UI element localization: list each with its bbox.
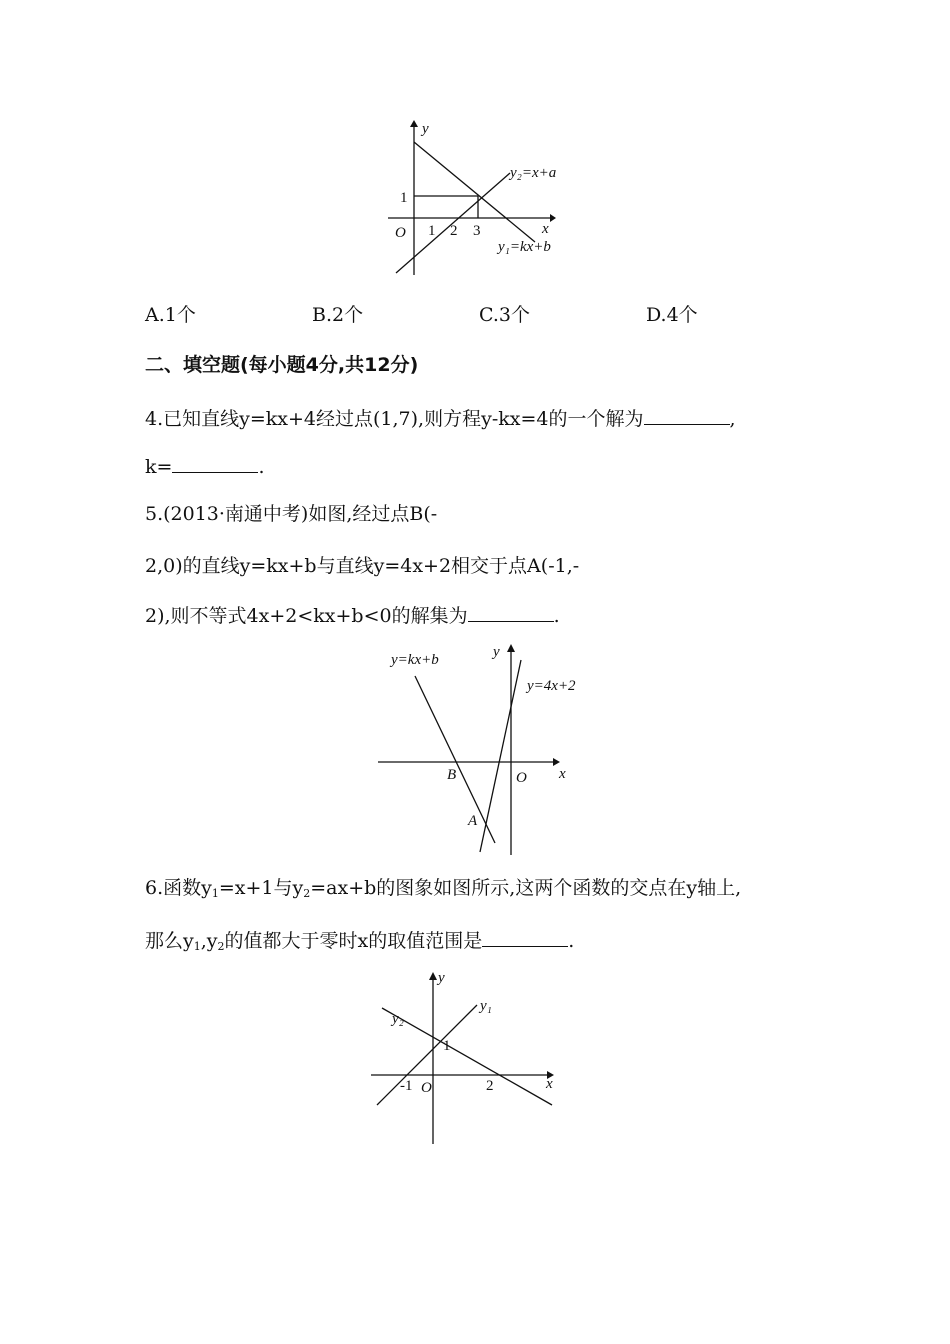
fig2-label-4x: y=4x+2 [527,678,576,694]
fig3-origin: O [421,1080,432,1096]
q6-line2-part-a: 那么y [145,930,194,952]
fig2-y-arrow [507,644,515,652]
section-title: 二、填空题(每小题4分,共12分) [145,354,419,376]
q4-answer-blank-2[interactable] [172,454,258,473]
fig1-x-label: x [542,221,549,237]
q4-line2-text: k= [145,456,173,478]
fig1-line2-label: y₂=x+a [510,165,557,181]
q5-line3 [145,603,560,628]
fig3-y-arrow [429,972,437,980]
fig2-origin: O [516,770,527,786]
fig2-line-4x [480,660,521,852]
fig2-line-kx [415,676,495,843]
q4-line1 [145,406,736,431]
q5-line3-text: 2),则不等式4x+2<kx+b<0的解集为 [145,605,468,627]
fig1-x-arrow [550,214,556,222]
q6-line1-sub-2: 2 [303,887,311,900]
fig3-label-y1: y₁ [480,998,492,1014]
fig2-y-label: y [493,644,500,660]
q4-answer-blank-1[interactable] [644,406,730,425]
q6-line2-sub-1: 1 [193,940,201,953]
q6-line2 [145,928,574,959]
fig2-x-label: x [559,766,566,782]
figure-3 [365,968,575,1148]
q4-line1-end: , [729,408,736,430]
fig3-y-label: y [438,970,445,986]
fig3-point-1: 1 [443,1038,451,1054]
q5-line2: 2,0)的直线y=kx+b与直线y=4x+2相交于点A(-1,- [145,555,580,577]
fig1-origin-label: O [395,225,406,241]
fig2-point-a: A [468,813,478,829]
fig1-y-arrow [410,120,418,127]
fig1-tick-x1: 1 [428,223,436,239]
fig3-point-2: 2 [486,1078,494,1094]
fig3-point-neg1: -1 [400,1078,413,1094]
q6-line2-part-b: ,y [200,930,218,952]
q6-line1-sub-1: 1 [211,887,219,900]
fig1-tick-x2: 2 [450,223,458,239]
q4-line2 [145,454,264,479]
q6-line2-end: . [568,930,575,952]
fig1-tick-x3: 3 [473,223,481,239]
q5-answer-blank[interactable] [468,603,554,622]
fig1-y-label: y [422,121,429,137]
figure-1 [370,115,590,280]
q6-line1-part-c: =ax+b的图象如图所示,这两个函数的交点在y轴上, [310,877,742,899]
option-d: D.4个 [646,304,698,326]
figure-2 [375,640,595,860]
fig1-tick-y: 1 [400,190,408,206]
fig2-label-kx: y=kx+b [391,652,439,668]
fig2-x-arrow [553,758,560,766]
q6-line1-part-b: =x+1与y [218,877,304,899]
q5-line1: 5.(2013·南通中考)如图,经过点B(- [145,503,438,525]
option-a: A.1个 [145,304,196,326]
q4-line2-end: . [258,456,265,478]
q6-line2-part-c: 的值都大于零时x的取值范围是 [224,930,483,952]
fig3-label-y2: y₂ [392,1011,404,1027]
q6-answer-blank[interactable] [482,928,568,947]
q6-line1-part-a: 6.函数y [145,877,212,899]
q4-line1-text: 4.已知直线y=kx+4经过点(1,7),则方程y-kx=4的一个解为 [145,408,644,430]
q6-line1 [145,876,741,906]
q5-line3-end: . [553,605,560,627]
fig3-x-label: x [546,1076,553,1092]
q6-line2-sub-2: 2 [217,940,225,953]
option-b: B.2个 [312,304,364,326]
option-c: C.3个 [479,304,530,326]
fig2-point-b: B [447,767,457,783]
fig1-line1-label: y₁=kx+b [498,239,551,255]
